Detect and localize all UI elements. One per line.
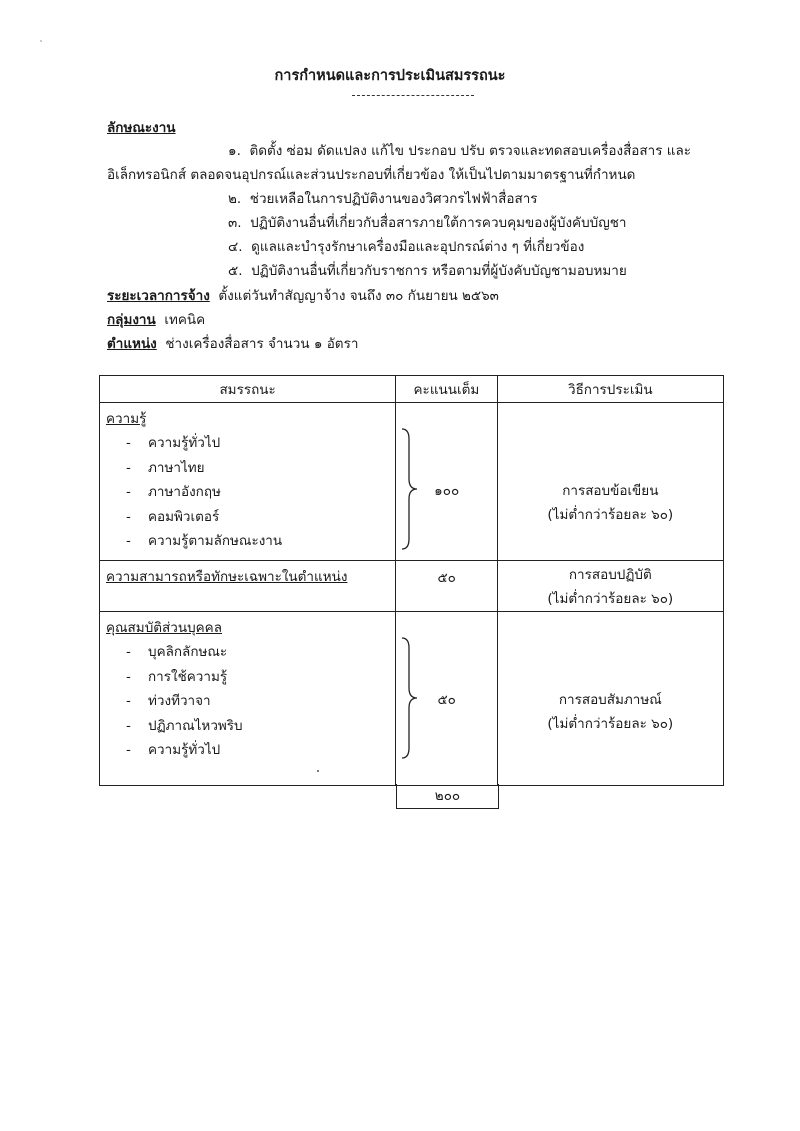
job-item-text: ช่วยเหลือในการปฏิบัติงานของวิศวกรไฟฟ้าสื่อสาร bbox=[249, 191, 538, 207]
competency-item: - ท่วงทีวาจา bbox=[126, 693, 211, 709]
evaluation-method-cell bbox=[497, 561, 723, 612]
competency-group-title: คุณสมบัติส่วนบุคคล bbox=[106, 620, 222, 636]
competency-item: - ภาษาอังกฤษ bbox=[126, 484, 221, 500]
table-row bbox=[100, 561, 724, 612]
job-item-5 bbox=[228, 259, 627, 281]
evaluation-method: การสอบสัมภาษณ์ bbox=[558, 692, 662, 708]
job-description-heading: ลักษณะงาน bbox=[107, 120, 176, 136]
competency-cell bbox=[100, 403, 396, 561]
work-group bbox=[107, 308, 205, 330]
total-score: ๒๐๐ bbox=[396, 784, 499, 809]
table-row bbox=[100, 612, 724, 786]
employment-period bbox=[107, 284, 499, 306]
job-item-text: ติดตั้ง ซ่อม ดัดแปลง แก้ไข ประกอบ ปรับ ตรวจและทดสอบเครื่องสื่อสาร และ bbox=[249, 143, 692, 159]
job-item-number: ๒. bbox=[228, 191, 242, 207]
evaluation-method: การสอบข้อเขียน bbox=[562, 483, 659, 499]
job-item-text: ดูแลและบำรุงรักษาเครื่องมือและอุปกรณ์ต่าง ๆ ที่เกี่ยวข้อง bbox=[251, 239, 585, 255]
header-competency: สมรรถนะ bbox=[100, 376, 396, 403]
position-value: ช่างเครื่องสื่อสาร จำนวน ๑ อัตรา bbox=[165, 336, 359, 352]
competency-item: - บุคลิกลักษณะ bbox=[126, 644, 228, 660]
competency-item: - ปฏิภาณไหวพริบ bbox=[126, 717, 243, 734]
score-cell bbox=[396, 561, 497, 612]
job-item-3 bbox=[228, 211, 626, 233]
job-item-text: ปฏิบัติงานอื่นที่เกี่ยวกับสื่อสารภายใต้การควบคุมของผู้บังคับบัญชา bbox=[250, 215, 627, 231]
job-item-number: ๔. bbox=[228, 239, 243, 255]
score-cell bbox=[396, 403, 497, 561]
job-item-2 bbox=[228, 187, 538, 209]
full-score-value: ๕๐ bbox=[437, 570, 456, 586]
competency-group-title: ความรู้ bbox=[106, 411, 147, 427]
competency-item: - ความรู้ตามลักษณะงาน bbox=[126, 533, 283, 549]
score-cell bbox=[396, 612, 497, 786]
employment-period-value: ตั้งแต่วันทำสัญญาจ้าง จนถึง ๓๐ กันยายน ๒๕๖๓ bbox=[218, 288, 499, 304]
employment-period-label: ระยะเวลาการจ้าง bbox=[107, 288, 210, 304]
competency-item: - ความรู้ทั่วไป bbox=[126, 435, 221, 451]
competency-table bbox=[99, 375, 724, 786]
passing-criteria: (ไม่ต่ำกว่าร้อยละ ๖๐) bbox=[547, 507, 674, 523]
job-item-number: ๕. bbox=[228, 263, 243, 279]
title-underline-divider bbox=[352, 95, 474, 96]
job-item-number: ๓. bbox=[228, 215, 242, 231]
job-item-1 bbox=[228, 139, 691, 161]
competency-item: - การใช้ความรู้ bbox=[126, 668, 228, 685]
scan-speck bbox=[317, 770, 319, 772]
competency-item: - คอมพิวเตอร์ bbox=[126, 508, 220, 525]
table-row bbox=[100, 403, 724, 561]
work-group-value: เทคนิค bbox=[164, 312, 206, 328]
header-evaluation-method: วิธีการประเมิน bbox=[497, 376, 723, 403]
work-group-label: กลุ่มงาน bbox=[107, 312, 156, 328]
full-score-value: ๑๐๐ bbox=[434, 483, 460, 499]
job-item-number: ๑. bbox=[228, 143, 241, 159]
job-item-text: ปฏิบัติงานอื่นที่เกี่ยวกับราชการ หรือตามที่ผู้บังคับบัญชามอบหมาย bbox=[251, 263, 627, 279]
job-item-1-continuation: อิเล็กทรอนิกส์ ตลอดจนอุปกรณ์และส่วนประกอบที่เกี่ยวข้อง ให้เป็นไปตามมาตรฐานที่กำหนด bbox=[107, 167, 636, 183]
full-score-value: ๕๐ bbox=[437, 692, 456, 708]
scan-speck bbox=[40, 40, 42, 42]
passing-criteria: (ไม่ต่ำกว่าร้อยละ ๖๐) bbox=[547, 716, 674, 732]
competency-cell bbox=[100, 561, 396, 612]
evaluation-method-cell bbox=[497, 403, 723, 561]
competency-item: - ความรู้ทั่วไป bbox=[126, 742, 221, 758]
table-header-row bbox=[100, 376, 724, 403]
document-title: การกำหนดและการประเมินสมรรถนะ bbox=[274, 68, 506, 84]
competency-cell bbox=[100, 612, 396, 786]
evaluation-method-cell bbox=[497, 612, 723, 786]
position bbox=[107, 332, 358, 354]
passing-criteria: (ไม่ต่ำกว่าร้อยละ ๖๐) bbox=[547, 591, 674, 607]
competency-item: - ภาษาไทย bbox=[126, 459, 205, 476]
competency-group-title: ความสามารถหรือทักษะเฉพาะในตำแหน่ง bbox=[106, 569, 348, 585]
position-label: ตำแหน่ง bbox=[107, 336, 157, 352]
job-item-4 bbox=[228, 235, 584, 257]
header-full-score: คะแนนเต็ม bbox=[396, 376, 497, 403]
evaluation-method: การสอบปฏิบัติ bbox=[568, 567, 652, 583]
